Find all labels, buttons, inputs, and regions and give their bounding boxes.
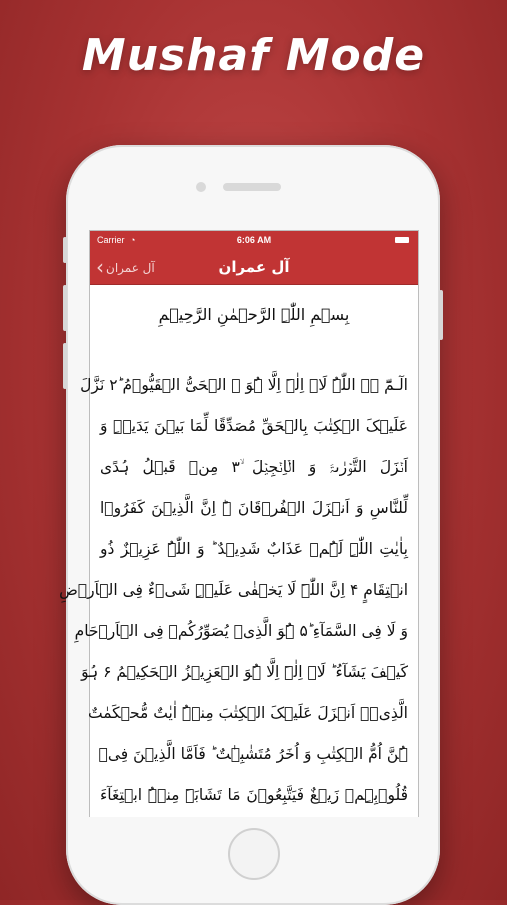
verse-line: الٓـمّٓ ۟ۙ اللّٰہُ لَاۤ اِلٰہَ اِلَّا ہُوَ ۙ الۡحَیُّ الۡقَیُّوۡمُ ؕ۲ نَزَّلَ bbox=[80, 376, 408, 394]
surah-title: آل عمران bbox=[218, 258, 290, 276]
mushaf-page[interactable] bbox=[59, 285, 418, 817]
app-screen bbox=[59, 230, 419, 817]
promo-headline: Mushaf Mode bbox=[81, 30, 426, 81]
earpiece-speaker bbox=[223, 183, 281, 191]
phone-frame bbox=[59, 145, 440, 905]
front-camera bbox=[196, 182, 206, 192]
status-time: 6:06 AM bbox=[236, 235, 272, 245]
verse-line: وَ لَا فِی السَّمَآءِ ؕ۵ ہُوَ الَّذِیۡ یُصَوِّرُکُمۡ فِی الۡاَرۡحَامِ bbox=[74, 622, 408, 640]
verse-line: اَنۡزَلَ التَّوۡرٰىۃَ وَ الۡاِنۡجِیۡلَ ۙ۳ مِنۡ قَبۡلُ ہُدًی bbox=[100, 458, 408, 476]
chevron-left-icon: ‹ bbox=[96, 255, 104, 279]
verse-line: لِّلنَّاسِ وَ اَنۡزَلَ الۡفُرۡقَانَ ۬ؕ اِنَّ الَّذِیۡنَ کَفَرُوۡا bbox=[100, 499, 408, 517]
battery-icon bbox=[395, 237, 409, 243]
phone-side-button bbox=[63, 237, 67, 263]
status-bar bbox=[90, 231, 418, 251]
back-button-label: آل عمران bbox=[106, 260, 155, 275]
phone-volume-down-button bbox=[63, 343, 67, 389]
verse-line: انۡتِقَامٍ ۴ اِنَّ اللّٰہَ لَا یَخۡفٰی عَلَیۡہِ شَیۡءٌ فِی الۡاَرۡضِ bbox=[59, 581, 408, 599]
wifi-icon: ◔ bbox=[130, 235, 136, 245]
navigation-bar bbox=[90, 251, 418, 285]
carrier-label: Carrier bbox=[97, 235, 125, 245]
phone-volume-up-button bbox=[63, 285, 67, 331]
verse-text-block bbox=[59, 365, 408, 816]
home-button[interactable] bbox=[228, 828, 280, 880]
verse-line: کَیۡفَ یَشَآءُ ؕ لَاۤ اِلٰہَ اِلَّا ہُوَ الۡعَزِیۡزُ الۡحَکِیۡمُ ۶ ہُوَ bbox=[81, 663, 408, 681]
bismillah: بِسۡمِ اللّٰہِ الرَّحۡمٰنِ الرَّحِیۡمِ bbox=[158, 305, 350, 324]
verse-line: بِاٰیٰتِ اللّٰہِ لَہُمۡ عَذَابٌ شَدِیۡدٌ ؕ وَ اللّٰہُ عَزِیۡزٌ ذُو bbox=[100, 540, 408, 558]
verse-line: الَّذِیۡۤ اَنۡزَلَ عَلَیۡکَ الۡکِتٰبَ مِنۡہُ اٰیٰتٌ مُّحۡکَمٰتٌ bbox=[88, 704, 408, 722]
verse-line: ہُنَّ اُمُّ الۡکِتٰبِ وَ اُخَرُ مُتَشٰبِہٰتٌ ؕ فَاَمَّا الَّذِیۡنَ فِیۡ bbox=[98, 745, 408, 763]
verse-line: قُلُوۡبِہِمۡ زَیۡغٌ فَیَتَّبِعُوۡنَ مَا تَشَابَہَ مِنۡہُ ابۡتِغَآءَ bbox=[100, 786, 408, 804]
phone-power-button bbox=[439, 290, 443, 340]
verse-line: عَلَیۡکَ الۡکِتٰبَ بِالۡحَقِّ مُصَدِّقًا لِّمَا بَیۡنَ یَدَیۡہِ وَ bbox=[100, 417, 408, 435]
